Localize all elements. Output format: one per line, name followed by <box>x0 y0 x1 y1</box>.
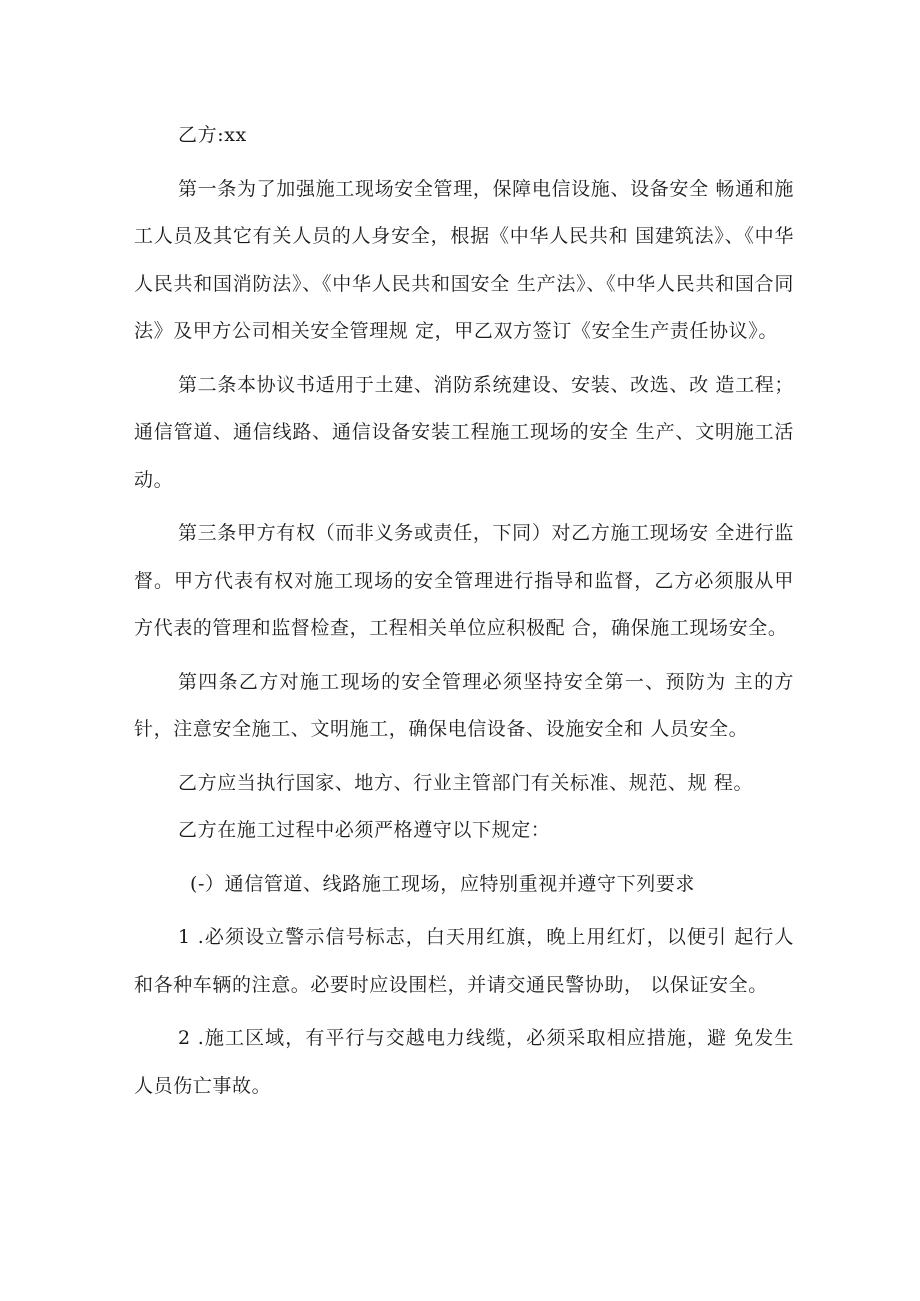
standards-paragraph: 乙方应当执行国家、地方、行业主管部门有关标准、规范、规 程。 <box>178 771 754 794</box>
article-4: 第四条乙方对施工现场的安全管理必须坚持安全第一、预防为 主的方针，注意安全施工、文明施工，确保电信设备、设施安全和 人员安全。 <box>134 670 794 740</box>
article-2: 第二条本协议书适用于土建、消防系统建设、安装、改选、改 造工程；通信管道、通信线路、通信设备安装工程施工现场的安全 生产、文明施工活动。 <box>134 373 794 491</box>
article-3: 第三条甲方有权（而非义务或责任，下同）对乙方施工现场安 全进行监督。甲方代表有权对施工现场的安全管理进行指导和监督，乙方必须服从甲方代表的管理和监督检查，工程相关单位应积极配 合，确保施工现场安全。 <box>134 522 794 639</box>
article-1: 第一条为了加强施工现场安全管理，保障电信设施、设备安全 畅通和施工人员及其它有关人员的人身安全，根据《中华人民共和 国建筑法》、《中华人民共和国消防法》、《中华人民共和国安全 生产法》、《中华人民共和国合同法》及甲方公司相关安全管理规 定，甲乙双方签订《安全生产责任协议》。 <box>134 177 794 342</box>
regulations-intro: 乙方在施工过程中必须严格遵守以下规定： <box>178 819 551 841</box>
section-one-heading: (-）通信管道、线路施工现场，应特别重视并遵守下列要求 <box>190 872 696 895</box>
document-body <box>134 112 794 1110</box>
party-b-line: 乙方:xx <box>178 124 247 146</box>
rule-2: 2 .施工区域，有平行与交越电力线缆，必须采取相应措施，避 免发生人员伤亡事故。 <box>134 1027 794 1097</box>
rule-1: 1 .必须设立警示信号标志，白天用红旗，晚上用红灯，以便引 起行人和各种车辆的注意。必要时应设围栏，并请交通民警协助， 以保证安全。 <box>134 926 794 996</box>
